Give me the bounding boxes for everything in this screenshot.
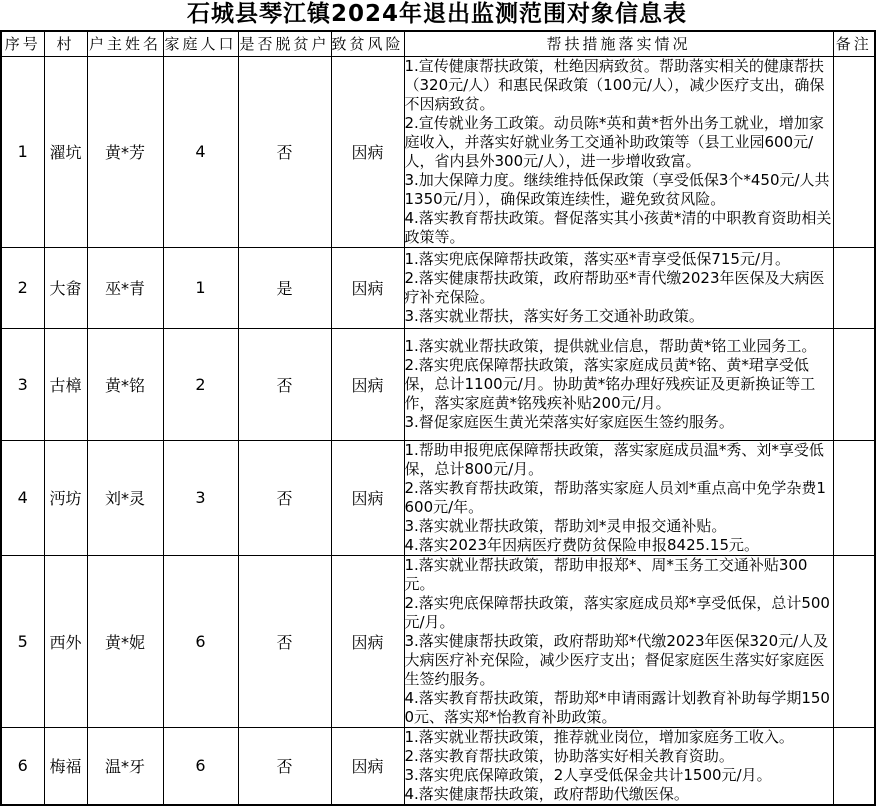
table-body — [1, 56, 875, 805]
village-cell: 西外 — [44, 555, 87, 727]
village-cell: 古樟 — [44, 328, 87, 440]
family-size-cell: 6 — [163, 555, 238, 727]
measures-cell — [404, 440, 833, 555]
family-size-cell: 3 — [163, 440, 238, 555]
householder-cell: 刘*灵 — [87, 440, 163, 555]
risk-cell: 因病 — [331, 328, 404, 440]
risk-cell: 因病 — [331, 727, 404, 805]
table-header-row — [1, 31, 875, 56]
measure-item: 1.落实就业帮扶政策，提供就业信息，帮助黄*铭工业园务工。 — [404, 336, 817, 355]
village-cell: 沔坊 — [44, 440, 87, 555]
measure-item: 4.落实健康帮扶政策，政府帮助代缴医保。 — [404, 784, 689, 803]
table-row — [1, 247, 875, 328]
householder-cell: 黄*芳 — [87, 56, 163, 247]
family-size-cell: 2 — [163, 328, 238, 440]
remark-cell — [833, 727, 875, 805]
measure-item: 3.落实兜底保障政策，2人享受低保金共计1500元/月。 — [404, 765, 772, 784]
poverty-status-cell: 否 — [238, 56, 331, 247]
column-header-col-poverty-status: 是否脱贫户 — [238, 31, 331, 56]
measure-item: 3.督促家庭医生黄光荣落实好家庭医生签约服务。 — [404, 412, 734, 431]
measure-item: 3.落实健康帮扶政策，政府帮助郑*代缴2023年医保320元/人及大病医疗补充保险，减少医疗支出；督促家庭医生落实好家庭医生签约服务。 — [404, 631, 829, 688]
poverty-status-cell: 否 — [238, 555, 331, 727]
measure-item: 2.落实教育帮扶政策，帮助落实家庭人员刘*重点高中免学杂费1600元/年。 — [404, 478, 826, 516]
risk-cell: 因病 — [331, 247, 404, 328]
householder-cell: 温*牙 — [87, 727, 163, 805]
seq-cell: 1 — [1, 56, 44, 247]
poverty-status-cell: 是 — [238, 247, 331, 328]
family-size-cell: 6 — [163, 727, 238, 805]
poverty-status-cell: 否 — [238, 727, 331, 805]
remark-cell — [833, 247, 875, 328]
measure-item: 4.落实教育帮扶政策，帮助郑*申请雨露计划教育补助每学期1500元、落实郑*怡教育补助政策。 — [404, 688, 830, 726]
measure-item: 2.落实兜底保障帮扶政策，落实家庭成员郑*享受低保，总计500元/月。 — [404, 593, 830, 631]
measure-item: 4.落实2023年因病医疗费防贫保险申报8425.15元。 — [404, 535, 760, 554]
village-cell: 大畲 — [44, 247, 87, 328]
householder-cell: 黄*妮 — [87, 555, 163, 727]
column-header-col-householder: 户主姓名 — [87, 31, 163, 56]
village-cell: 梅福 — [44, 727, 87, 805]
measure-item: 3.加大保障力度。继续维持低保政策（享受低保3个*450元/人共1350元/月），确保政策连续性，避免致贫风险。 — [404, 170, 830, 208]
measure-item: 1.落实兜底保障帮扶政策，落实巫*青享受低保715元/月。 — [404, 249, 790, 268]
page-title: 石城县琴江镇2024年退出监测范围对象信息表 — [186, 1, 687, 27]
risk-cell: 因病 — [331, 440, 404, 555]
remark-cell — [833, 440, 875, 555]
table-row — [1, 328, 875, 440]
measure-item: 1.宣传健康帮扶政策，杜绝因病致贫。帮助落实相关的健康帮扶（320元/人）和惠民保政策（100元/人），减少医疗支出，确保不因病致贫。 — [404, 56, 825, 113]
measure-item: 2.落实兜底保障帮扶政策，落实家庭成员黄*铭、黄*珺享受低保，总计1100元/月。协助黄*铭办理好残疾证及更新换证等工作，落实家庭黄*铭残疾补贴200元/月。 — [404, 355, 816, 412]
risk-cell: 因病 — [331, 56, 404, 247]
seq-cell: 6 — [1, 727, 44, 805]
measures-cell — [404, 247, 833, 328]
measure-item: 3.落实就业帮扶政策，帮助刘*灵申报交通补贴。 — [404, 516, 727, 535]
seq-cell: 2 — [1, 247, 44, 328]
householder-cell: 黄*铭 — [87, 328, 163, 440]
family-size-cell: 1 — [163, 247, 238, 328]
poverty-status-cell: 否 — [238, 440, 331, 555]
measures-cell — [404, 555, 833, 727]
column-header-col-measures: 帮扶措施落实情况 — [404, 31, 833, 56]
measure-item: 2.落实教育帮扶政策，协助落实好相关教育资助。 — [404, 746, 734, 765]
remark-cell — [833, 56, 875, 247]
remark-cell — [833, 555, 875, 727]
measures-cell — [404, 727, 833, 805]
family-size-cell: 4 — [163, 56, 238, 247]
column-header-col-remark: 备注 — [833, 31, 875, 56]
table-row — [1, 555, 875, 727]
remark-cell — [833, 328, 875, 440]
measure-item: 1.落实就业帮扶政策，帮助申报郑*、周*玉务工交通补贴300元。 — [404, 555, 808, 593]
table-row — [1, 56, 875, 247]
householder-cell: 巫*青 — [87, 247, 163, 328]
village-cell: 濯坑 — [44, 56, 87, 247]
poverty-status-cell: 否 — [238, 328, 331, 440]
table-row — [1, 727, 875, 805]
column-header-col-seq: 序号 — [1, 31, 44, 56]
measures-cell — [404, 328, 833, 440]
seq-cell: 5 — [1, 555, 44, 727]
measures-cell — [404, 56, 833, 247]
monitoring-info-table — [0, 30, 876, 806]
seq-cell: 4 — [1, 440, 44, 555]
measure-item: 1.帮助申报兜底保障帮扶政策，落实家庭成员温*秀、刘*享受低保，总计800元/月。 — [404, 440, 824, 478]
seq-cell: 3 — [1, 328, 44, 440]
table-row — [1, 440, 875, 555]
column-header-col-risk: 致贫风险 — [331, 31, 404, 56]
risk-cell: 因病 — [331, 555, 404, 727]
measure-item: 2.落实健康帮扶政策，政府帮助巫*青代缴2023年医保及大病医疗补充保险。 — [404, 268, 825, 306]
measure-item: 3.落实就业帮扶，落实好务工交通补助政策。 — [404, 306, 704, 325]
measure-item: 2.宣传就业务工政策。动员陈*英和黄*哲外出务工就业，增加家庭收入，并落实好就业务工交通补助政策等（县工业园600元/人，省内县外300元/人），进一步增收致富。 — [404, 113, 824, 170]
measure-item: 1.落实就业帮扶政策，推荐就业岗位，增加家庭务工收入。 — [404, 727, 794, 746]
column-header-col-village: 村 — [44, 31, 87, 56]
measure-item: 4.落实教育帮扶政策。督促落实其小孩黄*清的中职教育资助相关政策等。 — [404, 208, 832, 246]
column-header-col-family-size: 家庭人口 — [163, 31, 238, 56]
